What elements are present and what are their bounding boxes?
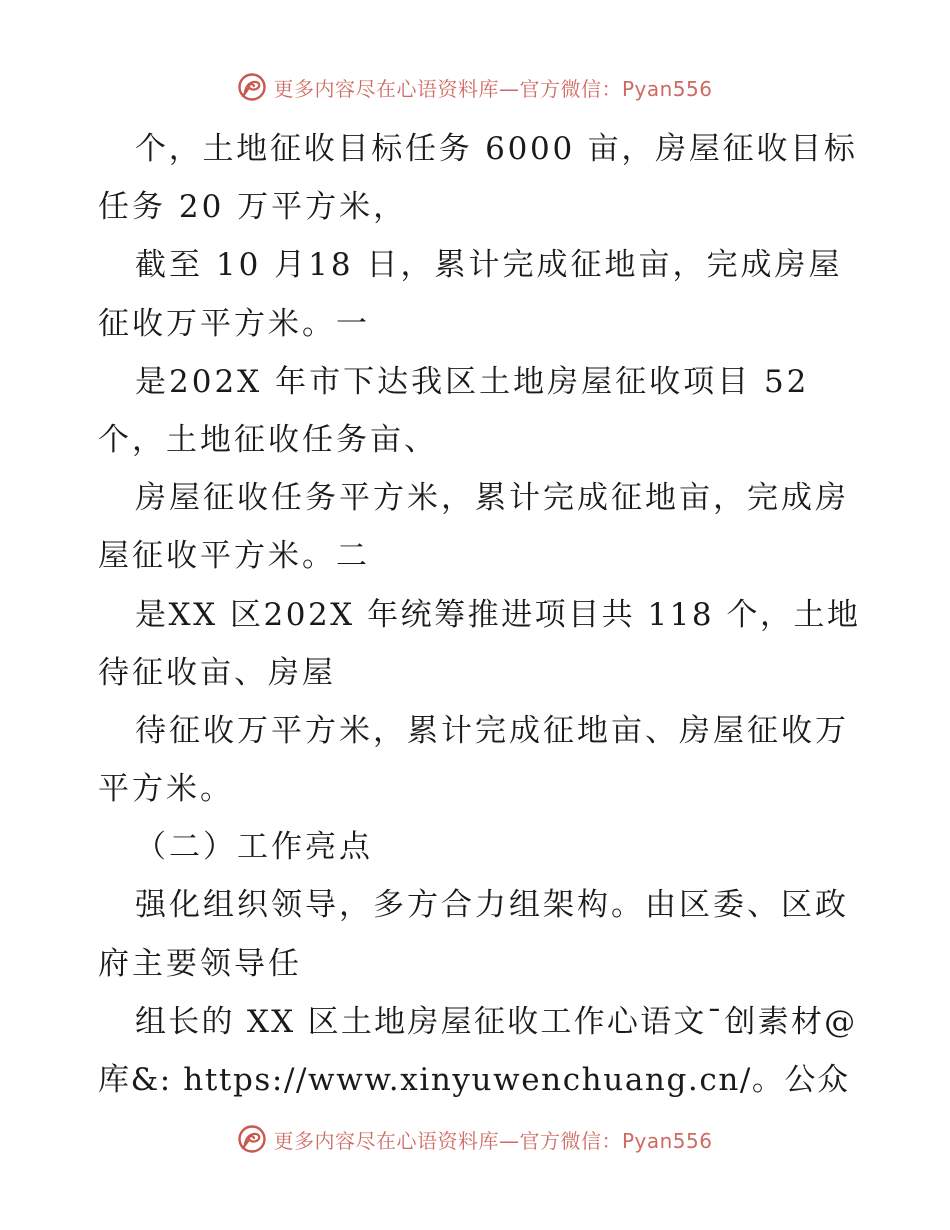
document-body xyxy=(98,120,861,1109)
text-line: 待征收万平方米，累计完成征地亩、房屋征收万 xyxy=(135,712,849,749)
swirl-seal-icon xyxy=(237,1124,267,1154)
text-line: 待征收亩、房屋 xyxy=(98,654,336,691)
text-line: 征收万平方米。一 xyxy=(98,305,370,342)
footer-watermark xyxy=(0,1124,950,1154)
text-line: 截至 10 月18 日，累计完成征地亩，完成房屋 xyxy=(135,247,843,284)
watermark-text: 更多内容尽在心语资料库—官方微信：Pyan556 xyxy=(273,76,713,101)
swirl-seal-icon xyxy=(237,72,267,102)
header-watermark xyxy=(0,72,950,102)
text-line: 任务 20 万平方米， xyxy=(98,189,408,226)
text-line: 是XX 区202X 年统筹推进项目共 118 个，土地 xyxy=(135,596,861,633)
text-line: 房屋征收任务平方米，累计完成征地亩，完成房 xyxy=(135,480,849,517)
text-line: 组长的 XX 区土地房屋征收工作心语文¯创素材@ xyxy=(135,1003,858,1040)
text-line: 强化组织领导，多方合力组架构。由区委、区政 xyxy=(135,887,849,924)
text-line: 是202X 年市下达我区土地房屋征收项目 52 xyxy=(135,363,810,400)
text-line: 屋征收平方米。二 xyxy=(98,538,370,575)
text-line: 个，土地征收任务亩、 xyxy=(98,421,438,458)
text-line: 府主要领导任 xyxy=(98,945,302,982)
watermark-text: 更多内容尽在心语资料库—官方微信：Pyan556 xyxy=(273,1128,713,1153)
text-line-url: 库&: https://www.xinyuwenchuang.cn/。公众 xyxy=(98,1062,850,1098)
text-line: 平方米。 xyxy=(98,771,234,808)
section-heading: （二）工作亮点 xyxy=(135,829,373,866)
text-line: 个，土地征收目标任务 6000 亩，房屋征收目标 xyxy=(135,131,858,167)
